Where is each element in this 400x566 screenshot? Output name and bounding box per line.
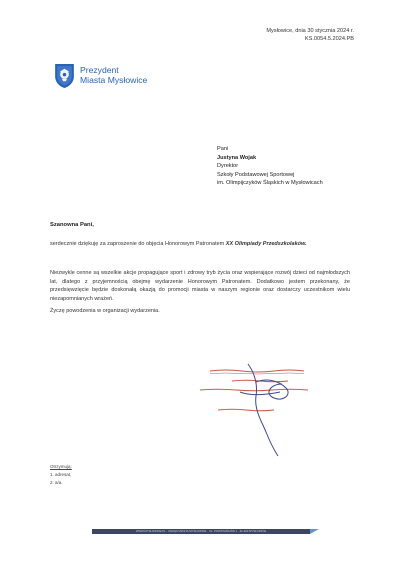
recipient-name: Justyna Wojak <box>217 154 257 161</box>
mayor-logo <box>54 63 147 89</box>
reference-number: KS.0054.5.2024.PB <box>304 36 354 43</box>
letter-header <box>266 27 354 44</box>
event-name: XX Olimpiady Przedszkolaków. <box>225 241 307 247</box>
distribution-item: 1. adresat, <box>50 472 72 478</box>
paragraph-1 <box>50 240 350 249</box>
logo-line-2: Miasta Mysłowice <box>80 75 148 85</box>
city-crest-icon <box>54 63 75 89</box>
recipient-title: Pani <box>217 146 229 152</box>
distribution-item: 2. a/a. <box>50 480 63 486</box>
paragraph-2: Niezwykle cenne są wszelkie akcje propagujące sport i zdrowy tryb życia oraz wspierające rozwój dzieci od najmłodszych lat, dlatego z przyjemnością obejmę wydarzenie Honorowym Patronatem. Dodatkowo jestem przekonany, że przedsięwzięcie będzie doskonałą okazją do promocji miasta w naszym regionie oraz dostarczy uczestnikom wielu niezapomnianych wrażeń. <box>50 270 350 303</box>
paragraph-1-text: serdecznie dziękuję za zaproszenie do objęcia Honorowym Patronatem <box>50 241 226 247</box>
paragraph-3: Życzę powodzenia w organizacji wydarzenia. <box>50 308 160 314</box>
signature-stamp <box>196 362 332 462</box>
distribution-heading: Otrzymują: <box>50 464 72 469</box>
letter-salutation: Szanowna Pani, <box>50 222 94 228</box>
distribution-list <box>50 463 72 488</box>
recipient-school: Szkoły Podstawowej Sportowej <box>217 171 295 178</box>
recipient-role: Dyrektor <box>217 163 239 170</box>
recipient-block <box>217 145 323 188</box>
recipient-school-name: im. Olimpijczyków Śląskich w Mysłowicach <box>217 180 323 187</box>
logo-text <box>80 66 147 85</box>
footer-text: WWW.MYSLOWICE.PL · URZĄD MIASTA MYSŁOWICE · UL. POWSTAŃCÓW 1 · 41-400 MYSŁOWICE <box>135 529 267 533</box>
footer-accent <box>310 529 319 534</box>
place-and-date: Mysłowice, dnia 30 stycznia 2024 r. <box>266 28 354 34</box>
logo-line-1: Prezydent <box>80 65 119 76</box>
